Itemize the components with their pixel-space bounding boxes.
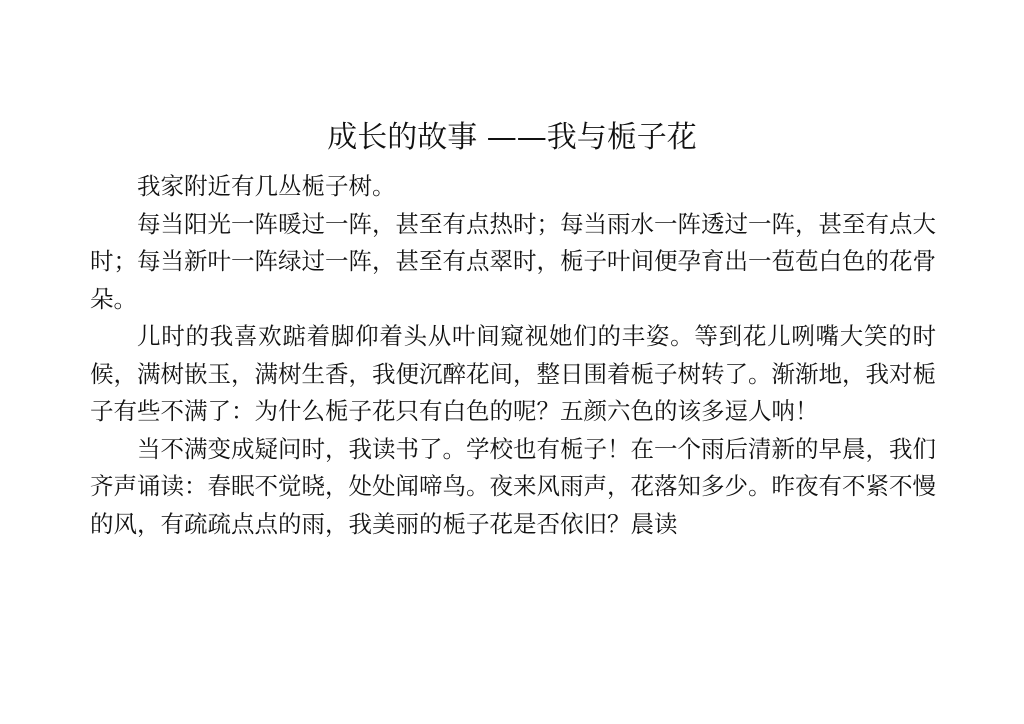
paragraph-3: 儿时的我喜欢踮着脚仰着头从叶间窥视她们的丰姿。等到花儿咧嘴大笑的时候，满树嵌玉，满树生香，我便沉醉花间，整日围着栀子树转了。渐渐地，我对栀子有些不满了：为什么栀子花只有白色的呢？五颜六色的该多逗人呐！ [90,322,936,425]
document-body [90,168,936,543]
document-title: 成长的故事 ——我与栀子花 [327,120,697,155]
paragraph-4: 当不满变成疑问时，我读书了。学校也有栀子！在一个雨后清新的早晨，我们齐声诵读：春眠不觉晓，处处闻啼鸟。夜来风雨声，花落知多少。昨夜有不紧不慢的风，有疏疏点点的雨，我美丽的栀子花是否依旧？晨读 [90,434,936,538]
paragraph-1: 我家附近有几丛栀子树。 [137,172,396,200]
paragraph-2: 每当阳光一阵暖过一阵，甚至有点热时；每当雨水一阵透过一阵，甚至有点大时；每当新叶一阵绿过一阵，甚至有点翠时，栀子叶间便孕育出一苞苞白色的花骨朵。 [90,209,936,313]
